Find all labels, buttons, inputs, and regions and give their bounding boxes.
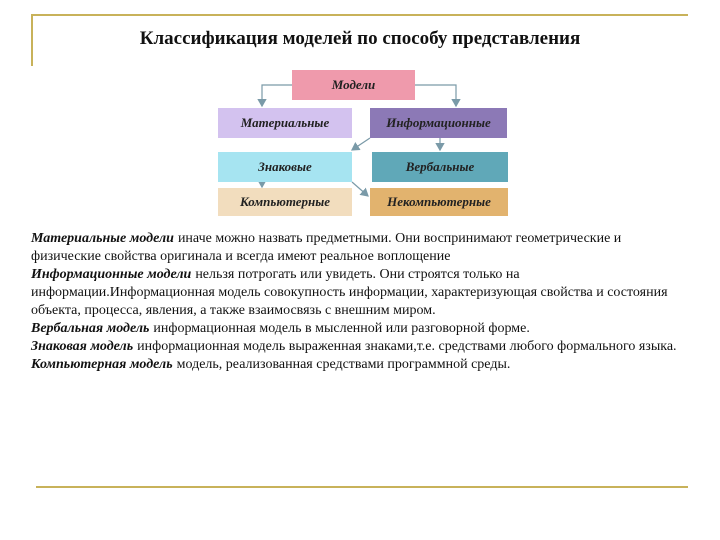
node-sign: Знаковые: [218, 152, 352, 182]
connector-informational-sign: [352, 138, 370, 150]
definition-body: модель, реализованная средствами программной среды.: [176, 357, 511, 372]
definition-material: [31, 230, 693, 266]
definition-verbal: [31, 320, 693, 338]
definition-sign: [31, 338, 693, 356]
connector-models-material: [262, 85, 292, 106]
connector-models-informational: [415, 85, 456, 106]
definition-computer: [31, 356, 693, 374]
bottom-frame-line: [36, 486, 688, 488]
definition-term: Материальные модели: [31, 231, 174, 246]
definition-term: Знаковая модель: [31, 339, 134, 354]
definition-body: информационная модель в мысленной или разговорной форме.: [153, 321, 530, 336]
node-verbal: Вербальные: [372, 152, 508, 182]
definition-term: Компьютерная модель: [31, 357, 173, 372]
definition-term: Вербальная модель: [31, 321, 150, 336]
node-informational: Информационные: [370, 108, 507, 138]
definition-body: нельзя потрогать или увидеть. Они строятся только на информации.Информационная модель совокупность информации, характеризующая свойства и состояния объекта, процесса, явления, а также взаимосвязь с внешним миром.: [31, 267, 668, 318]
node-computer: Компьютерные: [218, 188, 352, 216]
definition-body: иначе можно назвать предметными. Они воспринимают геометрические и физические свойства оригинала и всегда имеют реальное воплощение: [31, 231, 622, 264]
definition-informational: [31, 266, 693, 320]
diagram-connectors: [0, 0, 720, 230]
definition-term: Информационные модели: [31, 267, 192, 282]
connector-sign-noncomputer: [352, 182, 368, 196]
node-material: Материальные: [218, 108, 352, 138]
page-title: Классификация моделей по способу представления: [139, 28, 581, 49]
classification-diagram: [0, 0, 720, 230]
definitions-text: [31, 230, 693, 374]
definition-body: информационная модель выраженная знаками,т.е. средствами любого формального языка.: [137, 339, 677, 354]
node-noncomputer: Некомпьютерные: [370, 188, 508, 216]
node-models: Модели: [292, 70, 415, 100]
